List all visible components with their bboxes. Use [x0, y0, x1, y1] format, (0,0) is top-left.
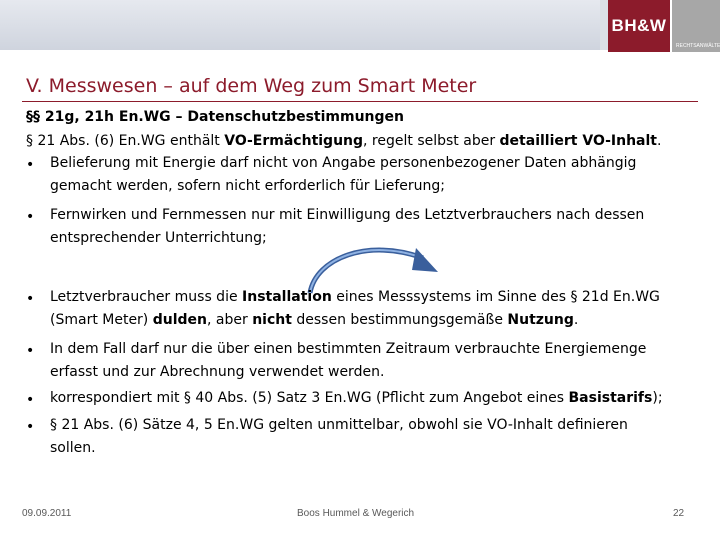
section-heading: §§ 21g, 21h En.WG – Datenschutzbestimmungen: [26, 109, 404, 125]
list-item-line: [50, 309, 660, 332]
bullet-marker: •: [26, 343, 35, 359]
footer-date: 09.09.2011: [22, 508, 72, 519]
intro-part: § 21 Abs. (6) En.WG enthält: [26, 133, 225, 149]
intro-emphasis-2: detailliert VO-Inhalt: [499, 133, 657, 149]
bullet-marker: •: [26, 419, 35, 435]
list-item-line: Belieferung mit Energie darf nicht von Angabe personenbezogener Daten abhängig: [50, 155, 637, 171]
list-item-line: In dem Fall darf nur die über einen bestimmten Zeitraum verbrauchte Energiemenge: [50, 341, 647, 357]
bullet-marker: •: [26, 291, 35, 307]
list-item: [50, 286, 660, 332]
list-item: [50, 387, 663, 410]
title-divider: [22, 101, 698, 102]
logo-subtext: RECHTSANWÄLTE: [676, 43, 720, 49]
list-item-line: erfasst und zur Abrechnung verwendet werden.: [50, 364, 385, 380]
list-item-line: [50, 387, 663, 410]
list-item-line: gemacht werden, sofern nicht erforderlich für Lieferung;: [50, 178, 445, 194]
list-item: [50, 152, 636, 198]
logo-mark: BH&W: [608, 0, 670, 52]
logo-side: [670, 0, 720, 52]
bullet-marker: •: [26, 392, 35, 408]
slide-title: V. Messwesen – auf dem Weg zum Smart Meter: [26, 75, 477, 97]
firm-logo: [608, 0, 720, 52]
text-part: );: [652, 390, 663, 406]
emphasis: Nutzung: [507, 312, 574, 328]
text-part: korrespondiert mit § 40 Abs. (5) Satz 3 En.WG (Pflicht zum Angebot eines: [50, 390, 569, 406]
emphasis: dulden: [152, 312, 208, 328]
emphasis: nicht: [252, 312, 292, 328]
list-item: [50, 414, 628, 460]
list-item-line: [50, 286, 660, 309]
emphasis: Basistarifs: [568, 390, 653, 406]
text-part: , aber: [207, 312, 253, 328]
intro-part: , regelt selbst aber: [363, 133, 500, 149]
list-item-line: Fernwirken und Fernmessen nur mit Einwilligung des Letztverbrauchers nach dessen: [50, 207, 645, 223]
intro-text: [26, 132, 661, 150]
emphasis: Installation: [242, 289, 332, 305]
page-number: 22: [673, 508, 685, 519]
list-item-line: entsprechender Unterrichtung;: [50, 230, 267, 246]
footer-firm: Boos Hummel & Wegerich: [297, 508, 415, 519]
text-part: dessen bestimmungsgemäße: [291, 312, 508, 328]
text-part: .: [573, 312, 579, 328]
bullet-marker: •: [26, 157, 35, 173]
list-item: [50, 338, 646, 384]
intro-emphasis-1: VO-Ermächtigung: [224, 133, 364, 149]
text-part: eines Messsystems im Sinne des § 21d En.WG: [331, 289, 660, 305]
list-item-line: sollen.: [50, 440, 96, 456]
list-item-line: § 21 Abs. (6) Sätze 4, 5 En.WG gelten unmittelbar, obwohl sie VO-Inhalt definieren: [50, 417, 628, 433]
header-gradient: [0, 0, 600, 50]
intro-part: .: [657, 133, 662, 149]
bullet-marker: •: [26, 209, 35, 225]
text-part: (Smart Meter): [50, 312, 153, 328]
text-part: Letztverbraucher muss die: [50, 289, 243, 305]
